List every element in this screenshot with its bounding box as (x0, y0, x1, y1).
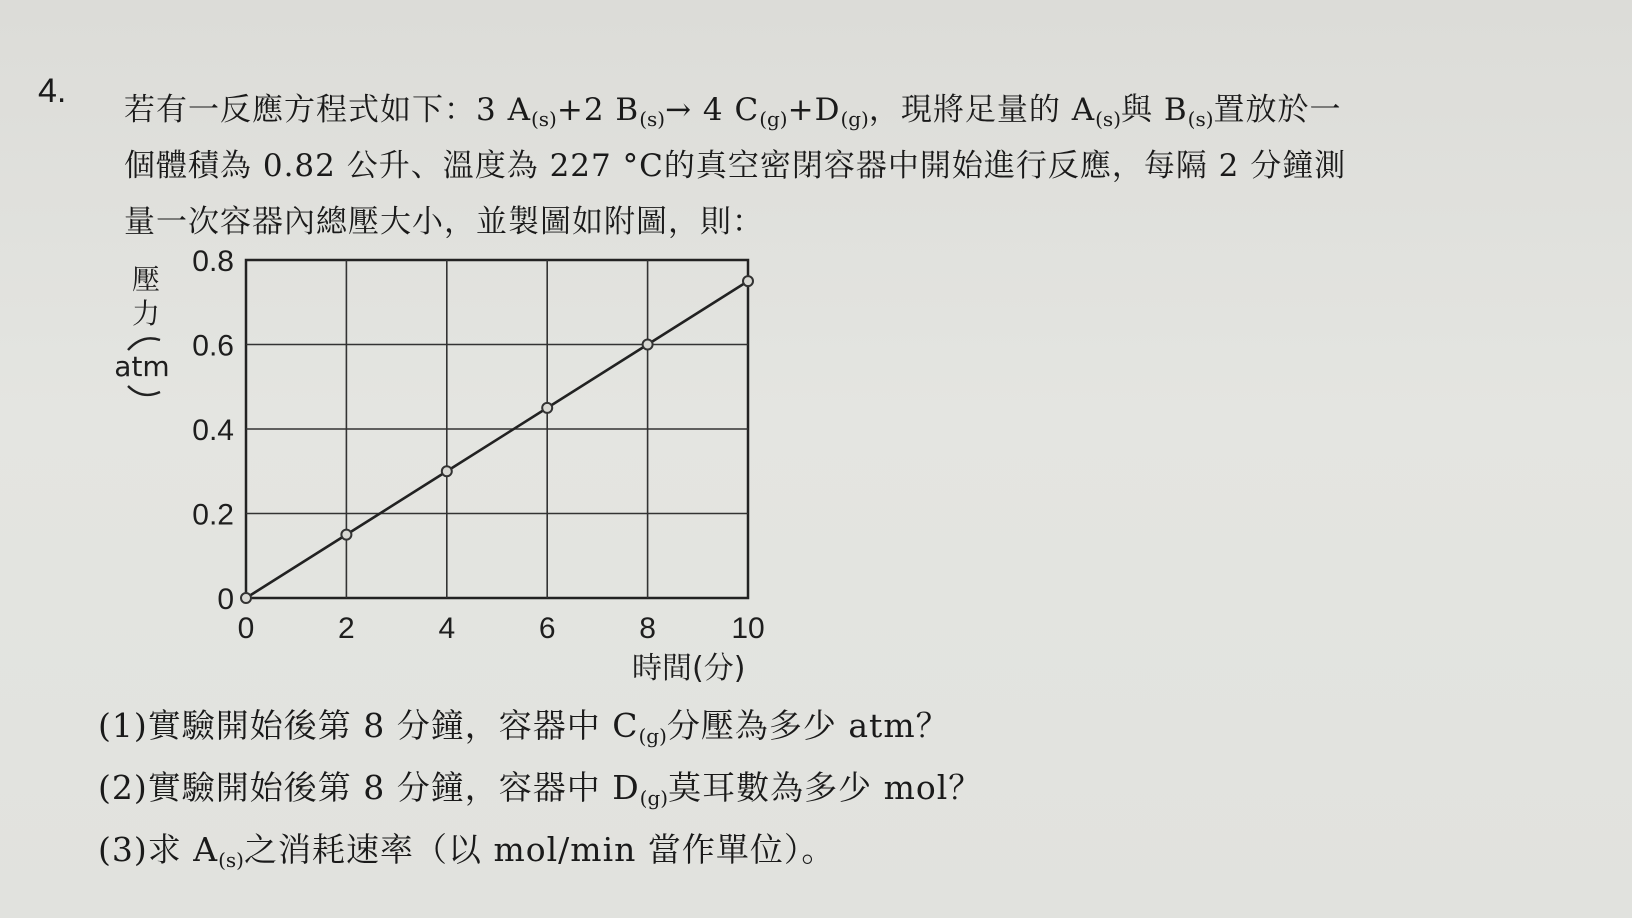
x-tick-label: 4 (438, 612, 456, 645)
series-line (246, 281, 748, 598)
q2-text-1: (2)實驗開始後第 8 分鐘，容器中 D (98, 768, 640, 807)
q3-text-2: 之消耗速率（以 mol/min 當作單位）。 (243, 830, 836, 869)
line1-text-7: 置放於一 (1213, 92, 1342, 128)
question-2 (98, 762, 982, 810)
x-tick-label: 8 (639, 612, 656, 645)
data-point (341, 530, 351, 540)
line1-text-6: 與 B (1121, 92, 1188, 128)
y-tick-label: 0.2 (192, 498, 234, 532)
y-label-paren-close (128, 386, 160, 395)
line1-text-1: 若有一反應方程式如下：3 A (124, 92, 531, 128)
question-1 (98, 700, 950, 748)
y-label-char: 力 (131, 297, 161, 330)
line1-sub-4: (g) (840, 107, 869, 131)
data-point (442, 466, 452, 476)
x-tick-label: 6 (538, 612, 556, 645)
q2-text-2: 莫耳數為多少 mol？ (668, 768, 983, 807)
question-3 (98, 824, 835, 872)
y-tick-label: 0.8 (192, 245, 234, 278)
line1-text-3: → 4 C (665, 92, 760, 128)
q3-text-1: (3)求 A (98, 830, 219, 869)
line1-text-2: +2 B (556, 92, 640, 128)
q2-sub: (g) (639, 786, 669, 810)
x-tick-label: 2 (338, 612, 355, 645)
line1-text-4: +D (787, 92, 841, 128)
y-tick-label: 0 (217, 583, 234, 616)
pressure-series (241, 276, 753, 603)
line1-text-5: ，現將足量的 A (868, 92, 1096, 128)
data-point (542, 403, 552, 413)
q3-sub: (s) (218, 848, 244, 872)
line1-sub-3: (g) (759, 107, 788, 131)
data-point (743, 276, 753, 286)
q1-text-1: (1)實驗開始後第 8 分鐘，容器中 C (98, 706, 639, 745)
y-axis-label (114, 263, 169, 395)
y-label-unit: atm (114, 350, 170, 383)
y-label-paren-open (128, 338, 160, 350)
q1-text-2: 分壓為多少 atm？ (666, 706, 950, 745)
problem-line-2: 個體積為 0.82 公升、溫度為 227 °C的真空密閉容器中開始進行反應，每隔 2 分鐘測 (124, 148, 1347, 184)
problem-number: 4. (38, 72, 67, 110)
y-tick-labels (192, 245, 234, 616)
data-point (643, 340, 653, 350)
line1-sub-5: (s) (1095, 107, 1121, 131)
line1-sub-2: (s) (639, 107, 666, 131)
x-tick-label: 0 (237, 612, 255, 645)
y-label-char: 壓 (131, 263, 161, 296)
data-point (241, 593, 251, 603)
y-tick-label: 0.6 (192, 329, 234, 363)
x-tick-labels (238, 612, 765, 645)
x-axis-label: 時間(分) (632, 651, 746, 686)
line1-sub-6: (s) (1187, 107, 1214, 131)
chart-grid (246, 260, 748, 598)
problem-line-3: 量一次容器內總壓大小，並製圖如附圖，則： (124, 204, 764, 240)
q1-sub: (g) (638, 724, 667, 748)
x-tick-label: 10 (731, 612, 765, 645)
y-tick-label: 0.4 (192, 414, 234, 447)
line1-sub-1: (s) (530, 107, 557, 131)
